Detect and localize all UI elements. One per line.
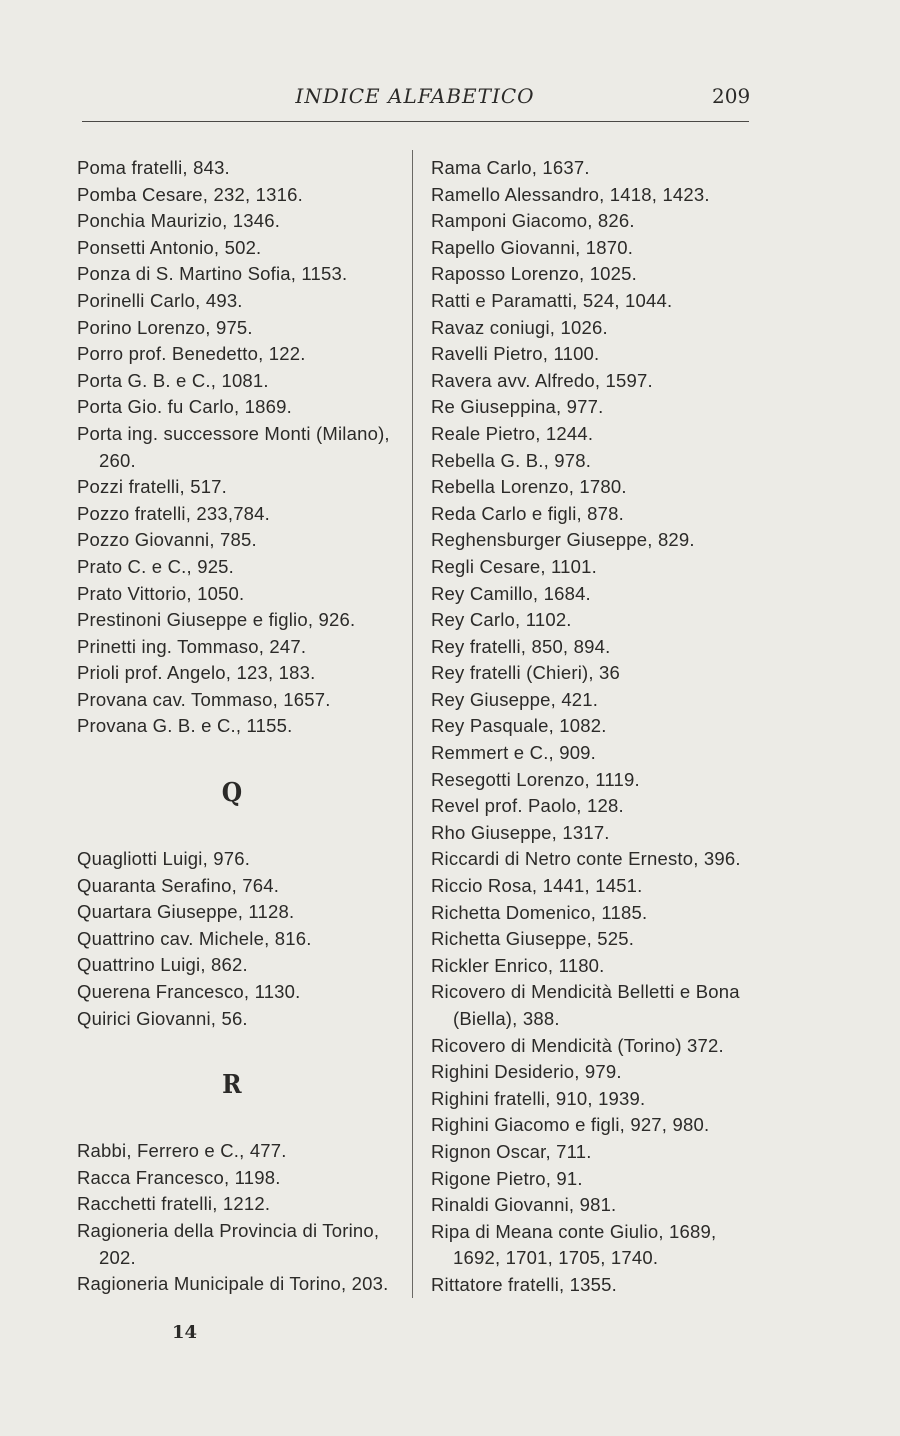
index-entry: Prestinoni Giuseppe e figlio, 926.	[77, 609, 356, 631]
left-column	[77, 155, 397, 1298]
index-entry: Reghensburger Giuseppe, 829.	[431, 529, 695, 551]
index-entry: Racca Francesco, 1198.	[77, 1166, 281, 1188]
index-entry: Quattrino cav. Michele, 816.	[77, 927, 312, 949]
index-entry: Ragioneria Municipale di Torino, 203.	[77, 1273, 389, 1295]
index-entry: Rebella G. B., 978.	[431, 449, 592, 471]
index-entry: Provana cav. Tommaso, 1657.	[77, 688, 331, 710]
index-entry: Ravera avv. Alfredo, 1597.	[431, 369, 653, 391]
index-entry: Rebella Lorenzo, 1780.	[431, 476, 627, 498]
index-entry: Rey Carlo, 1102.	[431, 609, 572, 631]
index-entry: Richetta Giuseppe, 525.	[431, 928, 635, 950]
index-entry: Quattrino Luigi, 862.	[77, 954, 248, 976]
index-entry: Querena Francesco, 1130.	[77, 981, 301, 1003]
index-entry: Ravaz coniugi, 1026.	[431, 316, 608, 338]
index-entry: Poma fratelli, 843.	[77, 157, 230, 178]
index-entry: Rama Carlo, 1637.	[431, 157, 590, 178]
index-entry: Porino Lorenzo, 975.	[77, 316, 253, 338]
index-entry: Richetta Domenico, 1185.	[431, 901, 648, 923]
r-entries-list	[77, 1138, 397, 1298]
index-entry: Ravelli Pietro, 1100.	[431, 343, 600, 365]
index-entry: Rey Giuseppe, 421.	[431, 688, 599, 710]
index-entry: Ratti e Paramatti, 524, 1044.	[431, 289, 673, 311]
index-entry: Porta G. B. e C., 1081.	[77, 369, 269, 391]
index-entry: Ponsetti Antonio, 502.	[77, 236, 262, 258]
q-entries-list	[77, 846, 397, 1032]
index-entry: Provana G. B. e C., 1155.	[77, 715, 293, 737]
index-entry: Raposso Lorenzo, 1025.	[431, 263, 637, 285]
index-entry: Quirici Giovanni, 56.	[77, 1007, 248, 1029]
index-entry: Rapello Giovanni, 1870.	[431, 236, 634, 258]
index-entry: Rignon Oscar, 711.	[431, 1140, 592, 1162]
index-entry: Reda Carlo e figli, 878.	[431, 502, 624, 524]
index-entry: Ponza di S. Martino Sofia, 1153.	[77, 263, 348, 285]
index-entry: Ripa di Meana conte Giulio, 1689, 1692, 1701, 1705, 1740.	[431, 1220, 717, 1269]
p-entries-list	[77, 155, 397, 740]
index-entry: Ramponi Giacomo, 826.	[431, 210, 635, 232]
page-header	[0, 84, 900, 114]
section-letter-r: R	[222, 1070, 242, 1101]
index-entry: Quagliotti Luigi, 976.	[77, 848, 251, 870]
header-rule	[82, 121, 749, 122]
index-entry: Porta ing. successore Monti (Milano), 260.	[77, 422, 390, 471]
index-entry: Quaranta Serafino, 764.	[77, 874, 280, 896]
index-entry: Rabbi, Ferrero e C., 477.	[77, 1140, 287, 1162]
index-entry: Righini fratelli, 910, 1939.	[431, 1087, 646, 1109]
index-entry: Rey Pasquale, 1082.	[431, 715, 607, 737]
page-number: 209	[712, 84, 751, 108]
index-entry: Racchetti fratelli, 1212.	[77, 1193, 271, 1215]
index-entry: Rey fratelli (Chieri), 36	[431, 662, 621, 684]
index-entry: Rigone Pietro, 91.	[431, 1167, 583, 1189]
running-title: INDICE ALFABETICO	[295, 84, 535, 108]
index-entry: Reale Pietro, 1244.	[431, 422, 594, 444]
index-entry: Ragioneria della Provincia di Torino, 202.	[77, 1220, 380, 1268]
index-entry: Re Giuseppina, 977.	[431, 396, 604, 418]
right-column	[431, 155, 761, 1299]
index-entry: Ricovero di Mendicità (Torino) 372.	[431, 1034, 724, 1056]
index-entry: Rho Giuseppe, 1317.	[431, 821, 610, 843]
index-entry: Pozzo fratelli, 233,784.	[77, 502, 270, 524]
index-entry: Rinaldi Giovanni, 981.	[431, 1194, 617, 1216]
index-entry: Prato C. e C., 925.	[77, 555, 235, 577]
index-entry: Remmert e C., 909.	[431, 742, 597, 764]
column-divider	[412, 150, 413, 1298]
index-entry: Prinetti ing. Tommaso, 247.	[77, 635, 307, 657]
index-entry: Revel prof. Paolo, 128.	[431, 795, 624, 817]
index-entry: Righini Giacomo e figli, 927, 980.	[431, 1114, 710, 1136]
index-entry: Rey fratelli, 850, 894.	[431, 635, 611, 657]
index-entry: Pozzo Giovanni, 785.	[77, 529, 257, 551]
index-entry: Porta Gio. fu Carlo, 1869.	[77, 396, 292, 418]
index-entry: Quartara Giuseppe, 1128.	[77, 901, 295, 923]
index-entry: Rickler Enrico, 1180.	[431, 954, 605, 976]
index-entry: Pomba Cesare, 232, 1316.	[77, 183, 303, 205]
index-entry: Regli Cesare, 1101.	[431, 555, 597, 577]
signature-mark: 14	[172, 1322, 198, 1343]
index-entry: Resegotti Lorenzo, 1119.	[431, 768, 640, 790]
index-entry: Prato Vittorio, 1050.	[77, 582, 245, 604]
index-entry: Rey Camillo, 1684.	[431, 582, 591, 604]
index-entry: Ricovero di Mendicità Belletti e Bona (Biella), 388.	[431, 981, 740, 1029]
section-letter-q: Q	[221, 778, 243, 809]
index-entry: Ponchia Maurizio, 1346.	[77, 210, 281, 232]
index-entry: Riccio Rosa, 1441, 1451.	[431, 875, 643, 897]
index-entry: Porinelli Carlo, 493.	[77, 289, 243, 311]
index-entry: Rittatore fratelli, 1355.	[431, 1273, 617, 1295]
index-entry: Riccardi di Netro conte Ernesto, 396.	[431, 848, 741, 870]
index-entry: Prioli prof. Angelo, 123, 183.	[77, 662, 316, 684]
index-entry: Pozzi fratelli, 517.	[77, 476, 228, 498]
index-entry: Porro prof. Benedetto, 122.	[77, 343, 306, 365]
index-entry: Ramello Alessandro, 1418, 1423.	[431, 183, 710, 205]
index-entry: Righini Desiderio, 979.	[431, 1061, 622, 1083]
